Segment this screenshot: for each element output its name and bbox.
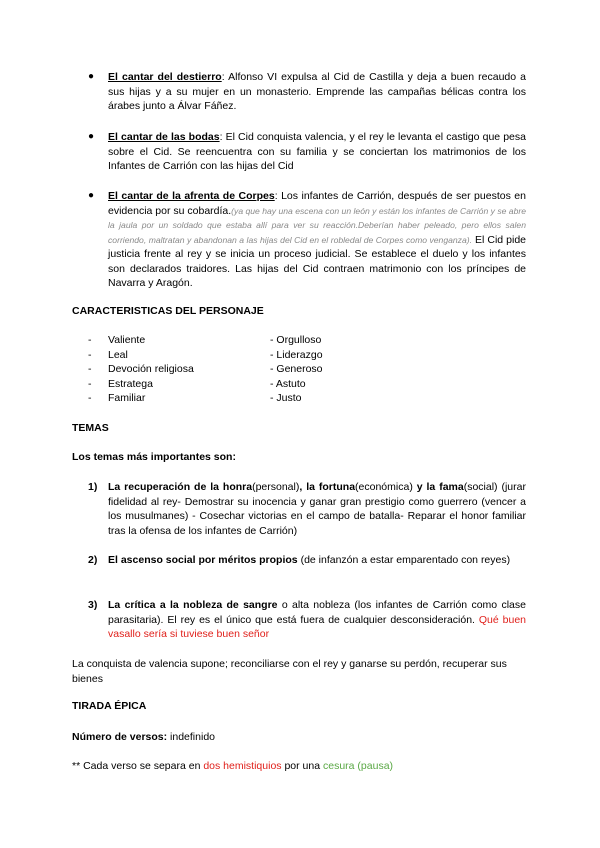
list-item: - Estratega - Astuto [88,377,306,390]
temas-heading: TEMAS [72,422,109,434]
cantar-title: El cantar de la afrenta de Corpes [108,190,275,202]
hemistiquios-note: ** Cada verso se separa en dos hemistiquios por una cesura (pausa) [72,760,394,772]
tema-item: 2) El ascenso social por méritos propios (de infanzón a estar emparentado con reyes) [88,554,511,566]
cantar-bodas: ● El cantar de las bodas: El Cid conquista valencia, y el rey le levanta el castigo que pesa sobre el Cid. Se reencuentra con su familia y se conciertan los matrimonios de los Infantes de Carrión con las hijas del Cid [88,131,526,172]
temas-intro: Los temas más importantes son: [72,451,236,463]
list-item: - Devoción religiosa - Generoso [88,363,323,375]
caracteristicas-heading: CARACTERISTICAS DEL PERSONAJE [72,305,264,317]
tema-item: 3) La crítica a la nobleza de sangre o alta nobleza (los infantes de Carrión como clase parasitaria). El rey es el único que está fuera de cualquier desconsideración. Qué buen vasallo sería si tuviese buen señor [88,599,527,640]
versos-line: Número de versos: indefinido [72,731,215,743]
bullet-icon: ● [88,190,95,201]
tema-item: 1) La recuperación de la honra(personal), la fortuna(económica) y la fama(social) (jurar fidelidad al rey- Demostrar su inocencia y ganar gran prestigio como guerrero (vencer a los musulmanes) - Cosechar victorias en el campo de batalla- Reparar el honor familiar tras la ofensa de los infantes de Carrión) [88,481,526,537]
list-item: - Valiente - Orgulloso [88,334,322,346]
cantar-title: El cantar del destierro [108,71,222,83]
cantar-text: Los infantes de Carrión, después de ser puestos en evidencia por su cobardía. [108,190,526,217]
quote-text: Qué buen vasallo sería si tuviese buen señor [108,613,527,640]
cantar-afrenta: ● El cantar de la afrenta de Corpes: Los infantes de Carrión, después de ser puestos en evidencia por su cobardía.(ya que hay una escena con un león y están los infantes de Carrión y se abre la jaula por un soldado que estaba allí para ver su reacción.Deberían haber peleado, pero ellos salen corriendo, maltratan y abandonan a las hijas del Cid en el robledal de Corpes como venganza). El Cid pide justicia frente al rey y se inicia un proceso judicial. Se establece el duelo y los infantes son declarados traidores. Las hijas del Cid contraen matrimonio con los príncipes de Navarra y Aragón. [88,190,526,289]
cantar-text: El Cid conquista valencia, y el rey le levanta el castigo que pesa sobre el Cid. Se reencuentra con su familia y se conciertan los matrimonios de los Infantes de Carrión con las hijas del Cid [108,131,526,172]
list-item: - Leal - Liderazgo [88,348,323,361]
list-item: - Familiar - Justo [88,392,302,404]
cantar-destierro: ● El cantar del destierro: Alfonso VI expulsa al Cid de Castilla y deja a buen recaudo a sus hijas y a su mujer en un monasterio. Emprende las campañas bélicas contra los árabes junto a Álvar Fáñez. [88,71,526,112]
cantar-text-after: El Cid pide justicia frente al rey y se inicia un proceso judicial. Se establece el duelo y los infantes son declarados traidores. Las hijas del Cid contraen matrimonio con los príncipes de Navarra y Aragón. [108,233,526,289]
cantar-title: El cantar de las bodas [108,131,220,143]
bullet-icon: ● [88,131,95,142]
bullet-icon: ● [88,71,95,82]
tirada-heading: TIRADA ÉPICA [72,700,147,712]
conquista-paragraph: La conquista de valencia supone; reconciliarse con el rey y ganarse su perdón, recuperar sus bienes [72,658,507,685]
cantar-text: Alfonso VI expulsa al Cid de Castilla y deja a buen recaudo a sus hijas y a su mujer en un monasterio. Emprende las campañas bélicas contra los árabes junto a Álvar Fáñez. [108,71,526,112]
cantar-aside: (ya que hay una escena con un león y están los infantes de Carrión y se abre la jaula por un soldado que estaba allí para ver su reacción.Deberían haber peleado, pero ellos salen corriendo, maltratan y abandonan a las hijas del Cid en el robledal de Corpes como venganza). [108,205,526,245]
